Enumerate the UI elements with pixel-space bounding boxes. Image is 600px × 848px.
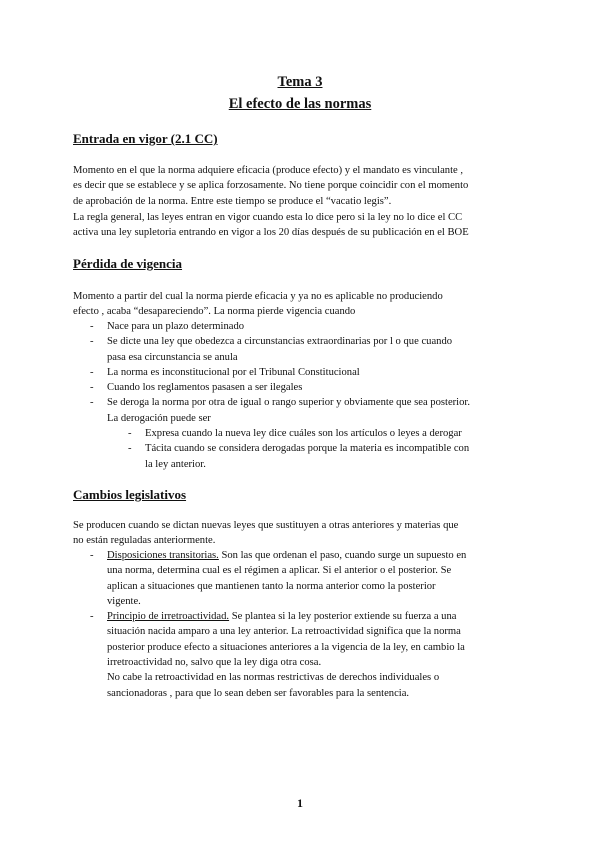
term-principio-irretroactividad: Principio de irretroactividad. xyxy=(107,611,230,623)
title-tema: Tema 3 xyxy=(277,74,323,90)
sub-list-item: - Expresa cuando la nueva ley dice cuáles son los artículos o leyes a derogar xyxy=(128,428,462,440)
list-item: - Se dicte una ley que obedezca a circunstancias extraordinarias por l o que cuando pasa esa circunstancia se anula xyxy=(90,336,453,363)
paragraph-line: efecto , acaba “desapareciendo”. La norma pierde vigencia cuando xyxy=(73,306,356,318)
paragraph-line: Momento a partir del cual la norma pierde eficacia y ya no es aplicable no produciendo xyxy=(73,291,443,302)
paragraph-perdida-intro xyxy=(73,289,529,320)
paragraph-line: Se producen cuando se dictan nuevas leyes que sustituyen a otras anteriores y materias que xyxy=(73,520,459,531)
title-main: El efecto de las normas xyxy=(228,96,372,112)
list-item: - Cuando los reglamentos pasasen a ser ilegales xyxy=(90,382,303,394)
paragraph-entrada-2 xyxy=(73,210,529,241)
heading-entrada-en-vigor: Entrada en vigor (2.1 CC) xyxy=(73,131,218,146)
list-item: - Disposiciones transitorias. Son las que ordenan el paso, cuando surge un supuesto en una norma, determina cual es el régimen a aplicar. Si el anterior o el posterior. Se aplican a situaciones que mantienen tanto la norma anterior como la posterior vigente. xyxy=(90,550,467,607)
list-item: - Nace para un plazo determinado xyxy=(90,321,245,332)
paragraph-entrada-1 xyxy=(73,163,529,209)
list-item: - La norma es inconstitucional por el Tribunal Constitucional xyxy=(90,366,360,378)
paragraph-line: no están reguladas anteriormente. xyxy=(73,535,216,547)
sub-list-item: - Tácita cuando se considera derogadas porque la materia es incompatible con la ley anterior. xyxy=(128,443,470,470)
paragraph-line: es decir que se establece y se aplica forzosamente. No tiene porque coincidir con el momento xyxy=(73,180,469,192)
paragraph-cambios-intro xyxy=(73,518,529,549)
paragraph-line: Momento en el que la norma adquiere eficacia (produce efecto) y el mandato es vinculante , xyxy=(73,165,464,176)
page-number: 1 xyxy=(297,796,303,810)
perdida-list xyxy=(73,319,533,472)
term-disposiciones-transitorias: Disposiciones transitorias. xyxy=(107,550,219,561)
heading-perdida-de-vigencia: Pérdida de vigencia xyxy=(73,256,183,271)
paragraph-line: La regla general, las leyes entran en vigor cuando esta lo dice pero si la ley no lo dice el CC xyxy=(73,212,463,223)
derogacion-sublist xyxy=(73,426,533,472)
list-item: - Se deroga la norma por otra de igual o rango superior y obviamente que sea posterior. La derogación puede ser - Expresa cuando la nueva ley dice cuáles son los artículos o leyes a derogar - Tácita cuando se considera derogadas porque la materia es incompatible con la ley anterior. xyxy=(73,395,533,471)
paragraph-line: de aprobación de la norma. Entre este tiempo se produce el “vacatio legis”. xyxy=(73,195,392,207)
heading-cambios-legislativos: Cambios legislativos xyxy=(73,487,187,502)
list-item: - Principio de irretroactividad. Se plantea si la ley posterior extiende su fuerza a una situación nacida amparo a una ley anterior. La retroactividad significa que la norma posterior produce efecto a situaciones anteriores a la vigencia de la ley, en cambio la irretroactividad no, salvo que la ley diga otra cosa. No cabe la retroactividad en las normas restrictivas de derechos individuales o sancionadoras , para que lo sean deben ser favorables para la sentencia. xyxy=(90,611,465,699)
cambios-list xyxy=(73,548,533,701)
paragraph-line: activa una ley supletoria entrando en vigor a los 20 días después de su publicación en el BOE xyxy=(73,227,469,239)
